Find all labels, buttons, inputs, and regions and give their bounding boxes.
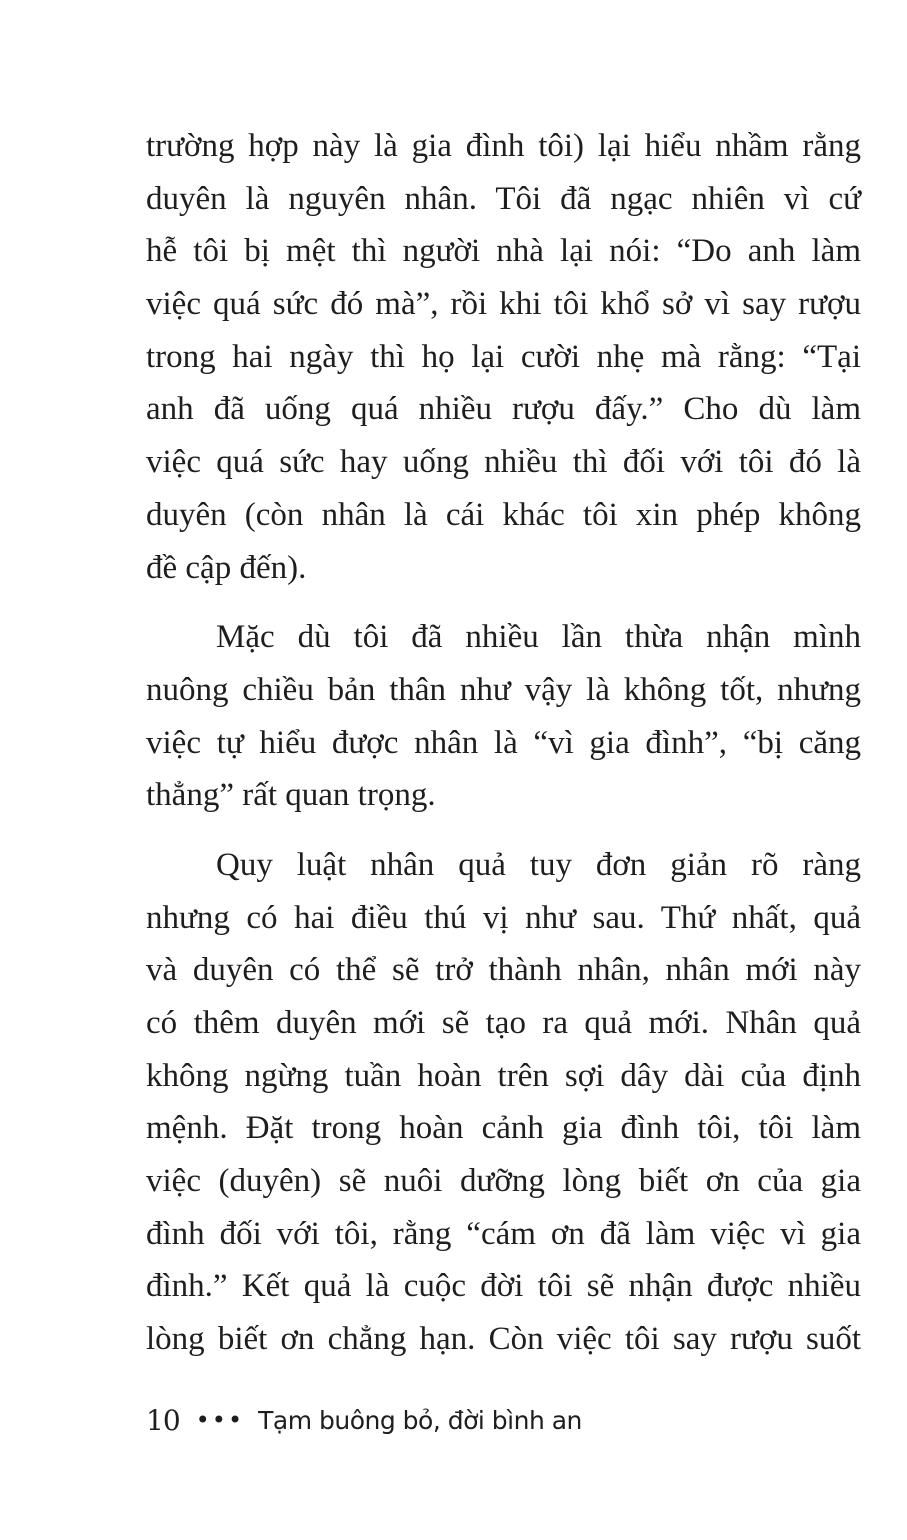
text-line: thẳng” rất quan trọng.: [146, 777, 436, 814]
text-line: Mặc dù tôi đã nhiều lần thừa nhận mình: [216, 619, 861, 656]
text-line: và duyên có thể sẽ trở thành nhân, nhân mới này: [146, 952, 861, 989]
text-line: duyên là nguyên nhân. Tôi đã ngạc nhiên vì cứ: [146, 180, 861, 217]
text-line: Quy luật nhân quả tuy đơn giản rõ ràng: [216, 846, 861, 883]
paragraph-gap: [146, 594, 861, 611]
text-line: duyên (còn nhân là cái khác tôi xin phép không: [146, 496, 861, 533]
text-line: nhưng có hai điều thú vị như sau. Thứ nhất, quả: [146, 899, 861, 936]
text-line: mệnh. Đặt trong hoàn cảnh gia đình tôi, tôi làm: [146, 1110, 861, 1147]
text-line: hễ tôi bị mệt thì người nhà lại nói: “Do anh làm: [146, 233, 861, 270]
page-number: 10: [146, 1403, 180, 1437]
text-line: lòng biết ơn chẳng hạn. Còn việc tôi say rượu suốt: [146, 1321, 861, 1358]
page-footer: [146, 1400, 582, 1440]
text-line: việc (duyên) sẽ nuôi dưỡng lòng biết ơn của gia: [146, 1163, 861, 1200]
text-line: đình.” Kết quả là cuộc đời tôi sẽ nhận được nhiều: [146, 1268, 861, 1305]
paragraph-2: [146, 611, 861, 822]
text-line: việc tự hiểu được nhân là “vì gia đình”, “bị căng: [146, 724, 861, 761]
text-line: không ngừng tuần hoàn trên sợi dây dài của định: [146, 1057, 861, 1094]
footer-separator: •••: [195, 1406, 245, 1434]
text-line: anh đã uống quá nhiều rượu đấy.” Cho dù làm: [146, 391, 861, 428]
text-line: nuông chiều bản thân như vậy là không tốt, nhưng: [146, 671, 861, 708]
paragraph-3: [146, 839, 861, 1366]
page-body: [146, 120, 861, 1366]
text-line: trường hợp này là gia đình tôi) lại hiểu nhầm rằng: [146, 128, 861, 164]
text-line: đình đối với tôi, rằng “cám ơn đã làm việc vì gia: [146, 1215, 861, 1252]
running-title: Tạm buông bỏ, đời bình an: [258, 1405, 582, 1435]
text-line: trong hai ngày thì họ lại cười nhẹ mà rằng: “Tại: [146, 338, 861, 375]
paragraph-gap: [146, 822, 861, 839]
text-line: việc quá sức đó mà”, rồi khi tôi khổ sở vì say rượu: [146, 286, 861, 323]
paragraph-1: [146, 120, 861, 594]
text-line: đề cập đến).: [146, 549, 307, 586]
text-line: có thêm duyên mới sẽ tạo ra quả mới. Nhân quả: [146, 1005, 861, 1041]
text-line: việc quá sức hay uống nhiều thì đối với tôi đó là: [146, 444, 861, 481]
